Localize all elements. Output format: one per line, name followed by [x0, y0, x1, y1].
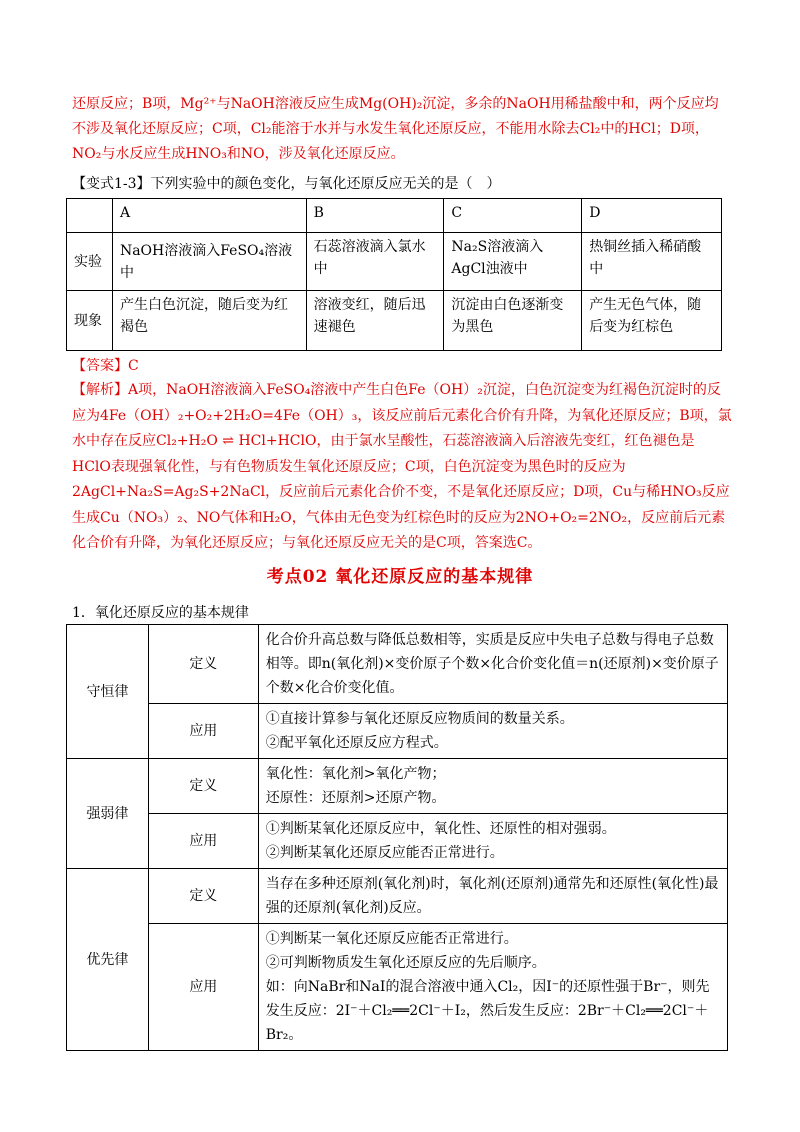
header-cell: [67, 199, 113, 233]
table-cell: 溶液变红，随后迅速褪色: [306, 291, 444, 351]
experiment-table-header: [67, 199, 722, 233]
rules-table: [66, 624, 728, 1051]
answer-text: 【答案】C: [72, 358, 139, 374]
header-cell: B: [306, 199, 444, 233]
subsection-heading: 1．氧化还原反应的基本规律: [72, 605, 249, 621]
intro-analysis-paragraph: [72, 92, 732, 167]
table-row: [67, 704, 728, 759]
law-name: 守恒律: [67, 625, 149, 759]
table-cell: 热铜丝插入稀硝酸中: [582, 233, 722, 291]
row-content: 当存在多种还原剂(氧化剂)时，氧化剂(还原剂)通常先和还原性(氧化性)最强的还原剂(氧化剂)反应。: [258, 869, 727, 924]
variant-question: [72, 174, 501, 194]
experiment-table: [66, 198, 722, 351]
table-cell: NaOH溶液滴入FeSO₄溶液中: [112, 233, 306, 291]
row-content: ①判断某氧化还原反应中，氧化性、还原性的相对强弱。 ②判断某氧化还原反应能否正常进行。: [258, 814, 727, 869]
row-content: ①判断某一氧化还原反应能否正常进行。 ②可判断物质发生氧化还原反应的先后顺序。 如：向NaBr和NaI的混合溶液中通入Cl₂，因I⁻的还原性强于Br⁻，则先发生反应：2I⁻＋Cl₂══2Cl⁻＋I₂，然后发生反应：2Br⁻＋Cl₂══2Cl⁻＋Br₂。: [258, 924, 727, 1051]
law-name: 强弱律: [67, 759, 149, 869]
row-type: 应用: [148, 704, 258, 759]
analysis-text: 【解析】A项，NaOH溶液滴入FeSO₄溶液中产生白色Fe（OH）₂沉淀，白色沉淀变为红褐色沉淀时的反应为4Fe（OH）₂+O₂+2H₂O=4Fe（OH）₃，该反应前后元素化合价有升降，为氧化还原反应；B项，氯水中存在反应Cl₂+H₂O ⇌ HCl+HClO，由于氯水呈酸性，石蕊溶液滴入后溶液先变红，红色褪色是HClO表现强氧化性，与有色物质发生氧化还原反应；C项，白色沉淀变为黑色时的反应为2AgCl+Na₂S=Ag₂S+2NaCl，反应前后元素化合价不变，不是氧化还原反应；D项，Cu与稀HNO₃反应生成Cu（NO₃）₂、NO气体和H₂O，气体由无色变为红棕色时的反应为2NO+O₂=2NO₂，反应前后元素化合价有升降，为氧化还原反应；与氧化还原反应无关的是C项，答案选C。: [72, 382, 732, 551]
table-cell: 产生白色沉淀，随后变为红褐色: [112, 291, 306, 351]
row-label: 现象: [67, 291, 113, 351]
answer-line: [72, 356, 139, 376]
table-row: [67, 625, 728, 704]
row-type: 定义: [148, 759, 258, 814]
variant-question-text: 【变式1-3】下列实验中的颜色变化，与氧化还原反应无关的是（ ）: [72, 176, 501, 192]
section-title: 考点02 氧化还原反应的基本规律: [266, 567, 534, 587]
row-label: 实验: [67, 233, 113, 291]
table-cell: 产生无色气体，随后变为红棕色: [582, 291, 722, 351]
row-type: 应用: [148, 814, 258, 869]
row-type: 定义: [148, 869, 258, 924]
row-type: 定义: [148, 625, 258, 704]
analysis-paragraph: [72, 378, 732, 557]
row-type: 应用: [148, 924, 258, 1051]
table-row: [67, 814, 728, 869]
header-cell: D: [582, 199, 722, 233]
table-row: [67, 924, 728, 1051]
table-cell: 石蕊溶液滴入氯水中: [306, 233, 444, 291]
table-row: [67, 291, 722, 351]
row-content: ①直接计算参与氧化还原反应物质间的数量关系。 ②配平氧化还原反应方程式。: [258, 704, 727, 759]
header-cell: C: [444, 199, 582, 233]
table-cell: Na₂S溶液滴入AgCl浊液中: [444, 233, 582, 291]
table-cell: 沉淀由白色逐渐变为黑色: [444, 291, 582, 351]
table-row: [67, 233, 722, 291]
row-content: 化合价升高总数与降低总数相等，实质是反应中失电子总数与得电子总数相等。即n(氧化剂)×变价原子个数×化合价变化值＝n(还原剂)×变价原子个数×化合价变化值。: [258, 625, 727, 704]
table-row: [67, 869, 728, 924]
header-cell: A: [112, 199, 306, 233]
table-row: [67, 759, 728, 814]
law-name: 优先律: [67, 869, 149, 1051]
intro-analysis-text: 还原反应；B项，Mg²⁺与NaOH溶液反应生成Mg(OH)₂沉淀，多余的NaOH用稀盐酸中和，两个反应均不涉及氧化还原反应；C项，Cl₂能溶于水并与水发生氧化还原反应，不能用水除去Cl₂中的HCl；D项，NO₂与水反应生成HNO₃和NO，涉及氧化还原反应。: [72, 96, 719, 162]
row-content: 氧化性：氧化剂>氧化产物； 还原性：还原剂>还原产物。: [258, 759, 727, 814]
